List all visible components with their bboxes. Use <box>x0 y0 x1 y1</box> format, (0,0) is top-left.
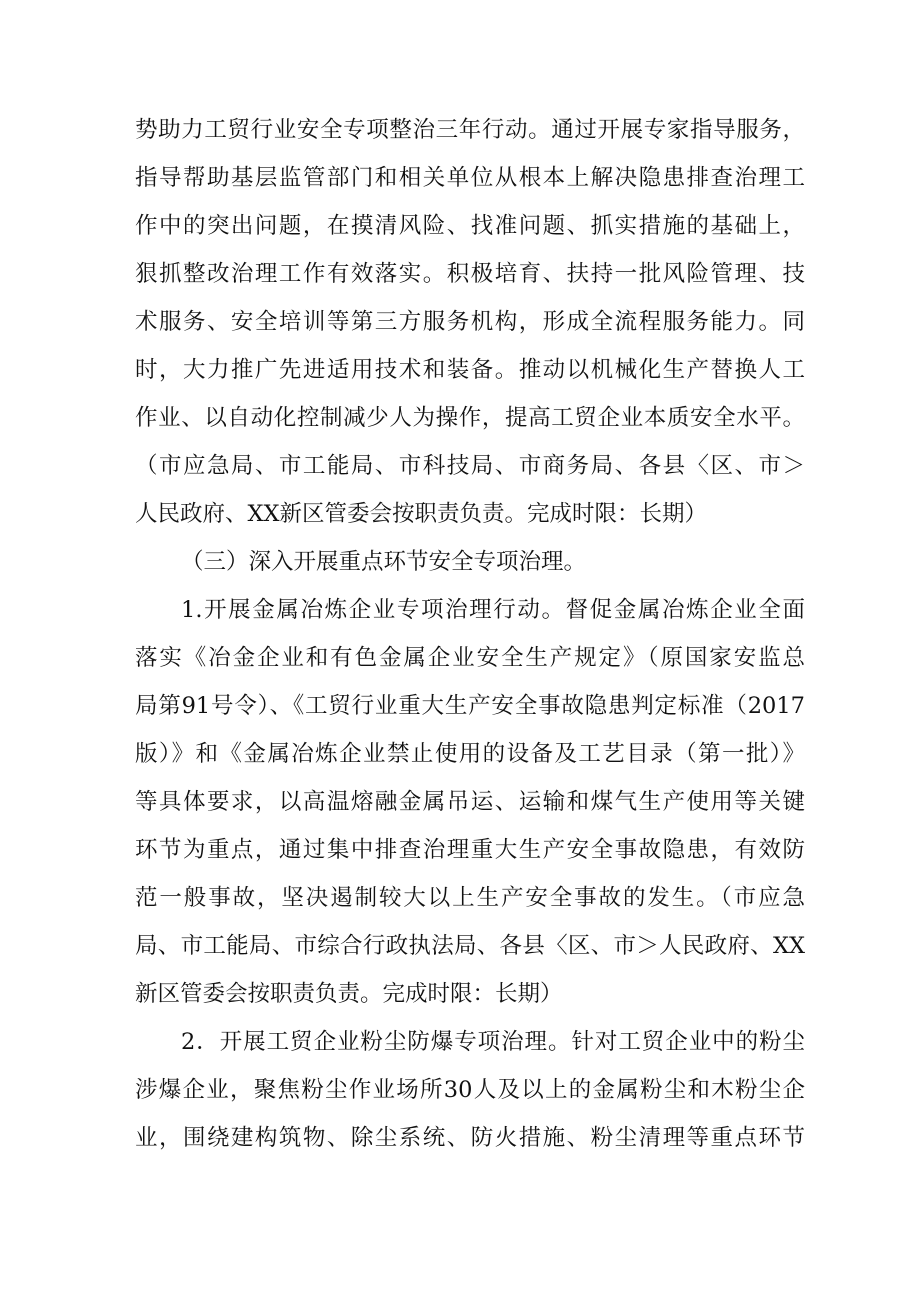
paragraph-line: 落实《冶金企业和有色金属企业安全生产规定》（原国家安监总 <box>135 645 805 671</box>
paragraph-line: 作中的突出问题，在摸清风险、找准问题、抓实措施的基础上， <box>135 213 805 239</box>
paragraph-line: 人民政府、XX新区管委会按职责负责。完成时限：长期） <box>135 501 708 527</box>
paragraph-line: 局、市工能局、市综合行政执法局、各县〈区、市＞人民政府、XX <box>135 933 805 959</box>
paragraph-line: 业，围绕建构筑物、除尘系统、防火措施、粉尘清理等重点环节 <box>135 1125 805 1151</box>
section-heading: （三）深入开展重点环节安全专项治理。 <box>181 549 587 575</box>
paragraph-line: 环节为重点，通过集中排查治理重大生产安全事故隐患，有效防 <box>135 837 805 863</box>
paragraph-line: 术服务、安全培训等第三方服务机构，形成全流程服务能力。同 <box>135 309 805 335</box>
paragraph-line: 2．开展工贸企业粉尘防爆专项治理。针对工贸企业中的粉尘 <box>181 1029 805 1055</box>
paragraph-line: 局第91号令）、《工贸行业重大生产安全事故隐患判定标准（2017 <box>135 693 805 719</box>
paragraph-line: 版）》和《金属冶炼企业禁止使用的设备及工艺目录（第一批）》 <box>135 741 805 767</box>
paragraph-line: 作业、以自动化控制减少人为操作，提高工贸企业本质安全水平。 <box>135 405 805 431</box>
paragraph-line: 涉爆企业，聚焦粉尘作业场所30人及以上的金属粉尘和木粉尘企 <box>135 1077 805 1103</box>
paragraph-line: 等具体要求，以高温熔融金属吊运、运输和煤气生产使用等关键 <box>135 789 805 815</box>
paragraph-line: 1.开展金属冶炼企业专项治理行动。督促金属冶炼企业全面 <box>181 597 805 623</box>
paragraph-line: 狠抓整改治理工作有效落实。积极培育、扶持一批风险管理、技 <box>135 261 805 287</box>
paragraph-line: 新区管委会按职责负责。完成时限：长期） <box>135 981 563 1007</box>
paragraph-line: 时，大力推广先进适用技术和装备。推动以机械化生产替换人工 <box>135 357 805 383</box>
paragraph-line: 范一般事故，坚决遏制较大以上生产安全事故的发生。（市应急 <box>135 885 805 911</box>
paragraph-line: （市应急局、市工能局、市科技局、市商务局、各县〈区、市＞ <box>135 453 805 479</box>
paragraph-line: 指导帮助基层监管部门和相关单位从根本上解决隐患排查治理工 <box>135 165 805 191</box>
paragraph-line: 势助力工贸行业安全专项整治三年行动。通过开展专家指导服务， <box>135 117 805 143</box>
document-body <box>135 106 805 1162</box>
